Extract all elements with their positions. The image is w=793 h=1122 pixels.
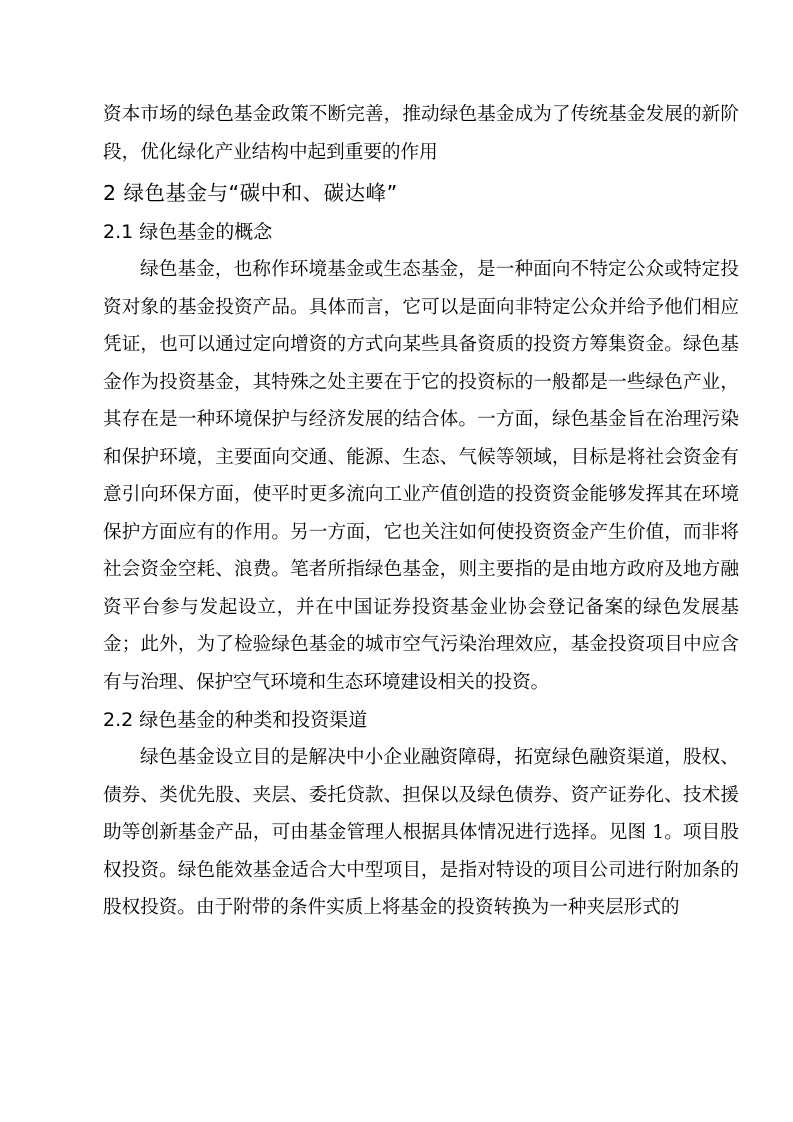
section-2-heading: 2 绿色基金与“碳中和、碳达峰” — [103, 181, 398, 205]
section-2-2-heading: 2.2 绿色基金的种类和投资渠道 — [103, 709, 368, 731]
section-2-1-paragraph: 绿色基金，也称作环境基金或生态基金，是一种面向不特定公众或特定投资对象的基金投资产品。具体而言，它可以是面向非特定公众并给予他们相应凭证，也可以通过定向增资的方式向某些具备资质的投资方筹集资金。绿色基金作为投资基金，其特殊之处主要在于它的投资标的一般都是一些绿色产业，其存在是一种环境保护与经济发展的结合体。一方面，绿色基金旨在治理污染和保护环境，主要面向交通、能源、生态、气候等领域，目标是将社会资金有意引向环保方面，使平时更多流向工业产值创造的投资资金能够发挥其在环境保护方面应有的作用。另一方面，它也关注如何使投资资金产生价值，而非将社会资金空耗、浪费。笔者所指绿色基金，则主要指的是由地方政府及地方融资平台参与发起设立，并在中国证券投资基金业协会登记备案的绿色发展基金；此外，为了检验绿色基金的城市空气污染治理效应，基金投资项目中应含有与治理、保护空气环境和生态环境建设相关的投资。 — [103, 259, 739, 693]
section-2-1-heading: 2.1 绿色基金的概念 — [103, 221, 273, 243]
document-body — [103, 96, 739, 927]
section-2-2-paragraph: 绿色基金设立目的是解决中小企业融资障碍，拓宽绿色融资渠道，股权、债券、类优先股、夹层、委托贷款、担保以及绿色债券、资产证券化、技术援助等创新基金产品，可由基金管理人根据具体情况进行选择。见图 1。项目股权投资。绿色能效基金适合大中型项目，是指对特设的项目公司进行附加条的股权投资。由于附带的条件实质上将基金的投资转换为一种夹层形式的 — [103, 747, 739, 918]
continuation-paragraph: 资本市场的绿色基金政策不断完善，推动绿色基金成为了传统基金发展的新阶段，优化绿化产业结构中起到重要的作用 — [103, 104, 739, 163]
